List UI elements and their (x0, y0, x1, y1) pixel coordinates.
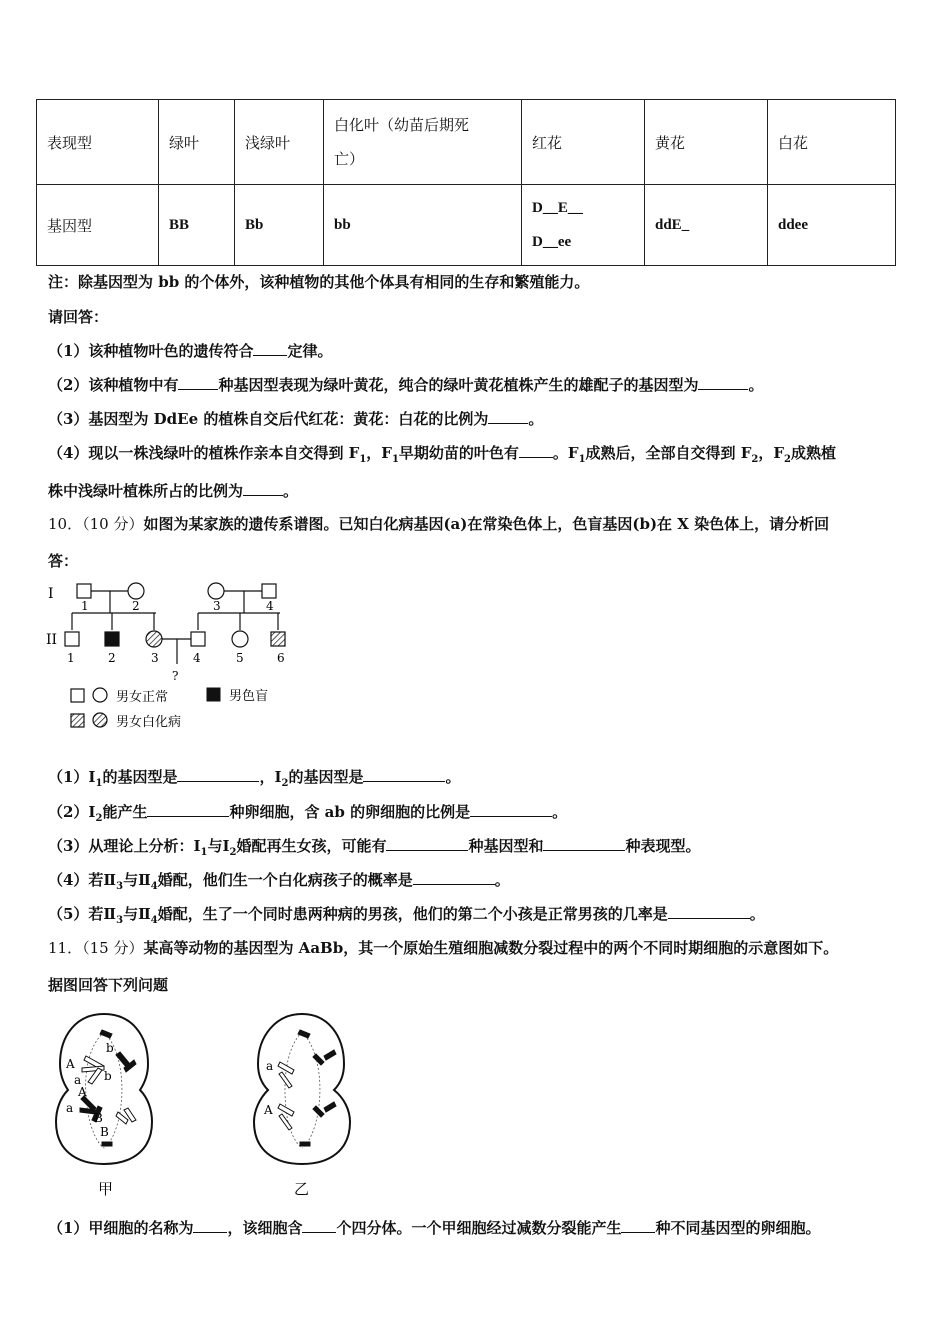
text: 如图为某家族的遗传系谱图。已知白化病基因(a)在常染色体上，色盲基因(b)在 X 染色体上，请分析回 (143, 515, 830, 533)
answer-blank[interactable] (302, 1218, 336, 1233)
table-cell: 表现型 (37, 100, 159, 185)
subscript: 2 (95, 813, 103, 824)
text: 成熟后，全部自交得到 F (585, 444, 752, 462)
text: 婚配，生了一个同时患两种病的男孩，他们的第二个小孩是正常男孩的几率是 (157, 905, 668, 923)
answer-blank[interactable] (668, 904, 750, 919)
text: 定律。 (287, 342, 333, 360)
subscript: 4 (150, 915, 158, 926)
text: 某高等动物的基因型为 AaBb，其一个原始生殖细胞减数分裂过程中的两个不同时期细胞的示意图如下。 (143, 939, 839, 957)
text: （4）若Ⅱ (48, 871, 117, 889)
gene-label: B (94, 1111, 103, 1125)
answer-blank[interactable] (193, 1218, 227, 1233)
cell-yi-diagram (240, 1010, 360, 1200)
answer-blank[interactable] (470, 802, 552, 817)
q10-item-1 (48, 766, 460, 789)
gene-label: A (78, 1085, 87, 1099)
cell-label: 甲 (98, 1180, 114, 1198)
question-number: 11． (48, 939, 83, 957)
gene-label: B (100, 1125, 109, 1139)
answer-blank[interactable] (253, 341, 287, 356)
table-cell (324, 100, 522, 185)
text: 成熟植 (791, 444, 837, 462)
text: （5）若Ⅱ (48, 905, 117, 923)
individual-label: 1 (81, 599, 89, 613)
gene-label: A (66, 1057, 75, 1071)
text: ，该细胞含 (227, 1219, 303, 1237)
text: 与Ⅱ (123, 871, 151, 889)
text: ，F (758, 444, 785, 462)
legend-label: 男色盲 (229, 689, 269, 704)
q10-item-5 (48, 903, 765, 926)
q10-stem (48, 513, 829, 534)
text: 。F (552, 444, 579, 462)
text: 种基因型表现为绿叶黄花，纯合的绿叶黄花植株产生的雄配子的基因型为 (218, 376, 699, 394)
text: 与Ⅰ (207, 837, 230, 855)
male-normal-symbol (191, 632, 205, 646)
individual-label: 4 (266, 599, 274, 613)
text: 早期幼苗的叶色有 (398, 444, 519, 462)
text: （2）Ⅰ (48, 803, 96, 821)
q11-stem-cont: 据图回答下列问题 (48, 976, 169, 994)
text: 与Ⅱ (123, 905, 151, 923)
table-cell: ddE_ (645, 185, 768, 266)
text: 个四分体。一个甲细胞经过减数分裂能产生 (336, 1219, 622, 1237)
answer-blank[interactable] (363, 767, 445, 782)
q9-item-4: （4）现以一株浅绿叶的植株作亲本自交得到 $F_1$，$F_1$早期幼苗的叶色有 。$F_1$成熟后，全部自交得到 $F_2$，$F_2$成熟植 (48, 444, 837, 465)
individual-label: 4 (193, 651, 201, 665)
subscript: 2 (229, 847, 237, 858)
male-normal-symbol (65, 632, 79, 646)
table-cell: 基因型 (37, 185, 159, 266)
subscript: 1 (200, 847, 208, 858)
q10-item-2 (48, 801, 567, 824)
answer-blank[interactable] (519, 443, 553, 458)
table-cell: 红花 (522, 100, 645, 185)
answer-blank[interactable] (621, 1218, 655, 1233)
legend-female-normal-icon (93, 688, 107, 702)
header-text: 亡） (334, 150, 365, 168)
table-cell: BB (159, 185, 235, 266)
answer-prompt: 请回答： (48, 308, 109, 326)
text: ，Ⅰ (259, 768, 282, 786)
text: 的基因型是 (288, 768, 364, 786)
answer-blank[interactable] (698, 375, 748, 390)
q9-item-4-cont (48, 480, 298, 501)
female-normal-symbol (232, 631, 248, 647)
table-cell: 浅绿叶 (235, 100, 324, 185)
legend-male-colorblind-icon (207, 688, 220, 701)
q10-item-3 (48, 835, 700, 858)
answer-blank[interactable] (386, 836, 468, 851)
text: 种表现型。 (625, 837, 701, 855)
table-cell: 白花 (768, 100, 896, 185)
individual-label: 2 (132, 599, 140, 613)
legend-female-albino-icon (93, 713, 107, 727)
generation-label: II (46, 632, 58, 648)
answer-blank[interactable] (413, 870, 495, 885)
q9-item-1 (48, 340, 332, 361)
text: 。 (445, 768, 461, 786)
q10-item-4 (48, 869, 510, 892)
question-score: （10 分） (82, 515, 144, 533)
q9-item-3 (48, 408, 543, 429)
question-score: （15 分） (82, 939, 144, 957)
female-normal-symbol (208, 583, 224, 599)
text: 。 (748, 376, 764, 394)
individual-label: 3 (151, 651, 159, 665)
male-colorblind-symbol (105, 632, 119, 646)
text: 种基因型和 (468, 837, 544, 855)
text: 种卵细胞，含 ab 的卵细胞的比例是 (229, 803, 471, 821)
q9-item-2 (48, 374, 763, 395)
gene-label: a (74, 1073, 82, 1087)
cell-label: 乙 (294, 1180, 310, 1198)
male-albino-symbol (271, 632, 285, 646)
phenotype-genotype-table (36, 99, 896, 266)
text: 婚配，他们生一个白化病孩子的概率是 (157, 871, 413, 889)
text: （1）甲细胞的名称为 (48, 1219, 194, 1237)
answer-blank[interactable] (543, 836, 625, 851)
individual-label: 2 (108, 651, 116, 665)
table-cell: Bb (235, 185, 324, 266)
genotype-text: D__E__ (532, 200, 583, 216)
subscript: 2 (281, 778, 289, 789)
subscript: 4 (150, 881, 158, 892)
individual-label: 3 (213, 599, 221, 613)
child-unknown-label: ? (172, 669, 179, 683)
table-cell (522, 185, 645, 266)
text: 能产生 (102, 803, 148, 821)
question-number: 10． (48, 515, 83, 533)
gene-label: a (266, 1059, 274, 1073)
answer-blank[interactable] (178, 375, 218, 390)
legend-label: 男女正常 (116, 690, 169, 705)
table-cell: 黄花 (645, 100, 768, 185)
gene-label: b (104, 1069, 112, 1083)
answer-blank[interactable] (177, 767, 259, 782)
pedigree-chart (40, 578, 320, 738)
text: 。 (283, 482, 299, 500)
female-normal-symbol (128, 583, 144, 599)
text: 种不同基因型的卵细胞。 (655, 1219, 821, 1237)
gene-label: a (66, 1101, 74, 1115)
text: 。 (552, 803, 568, 821)
male-normal-symbol (262, 584, 276, 598)
gene-label: b (106, 1041, 114, 1055)
individual-label: 5 (236, 651, 244, 665)
male-normal-symbol (77, 584, 91, 598)
table-row (37, 100, 896, 185)
answer-blank[interactable] (243, 481, 283, 496)
answer-blank[interactable] (147, 802, 229, 817)
subscript: 3 (116, 881, 124, 892)
text: （2）该种植物中有 (48, 376, 179, 394)
table-cell: 绿叶 (159, 100, 235, 185)
text: （4）现以一株浅绿叶的植株作亲本自交得到 F (48, 444, 360, 462)
gene-label: A (264, 1103, 273, 1117)
individual-label: 1 (67, 651, 75, 665)
table-cell: ddee (768, 185, 896, 266)
genotype-text: D__ee (532, 234, 572, 250)
text: 株中浅绿叶植株所占的比例为 (48, 482, 244, 500)
text: （1）该种植物叶色的遗传符合 (48, 342, 254, 360)
text: 。 (494, 871, 510, 889)
table-note: 注：除基因型为 bb 的个体外，该种植物的其他个体具有相同的生存和繁殖能力。 (48, 273, 590, 291)
legend-label: 男女白化病 (116, 715, 182, 730)
text: 。 (528, 410, 544, 428)
table-cell: bb (324, 185, 522, 266)
header-text: 白化叶（幼苗后期死 (334, 116, 470, 134)
generation-label: I (48, 586, 54, 602)
text: 的基因型是 (102, 768, 178, 786)
table-row (37, 185, 896, 266)
subscript: 3 (116, 915, 124, 926)
female-albino-symbol (146, 631, 162, 647)
q10-stem-cont: 答： (48, 552, 79, 570)
q11-stem (48, 937, 838, 958)
answer-blank[interactable] (488, 409, 528, 424)
legend-male-albino-icon (71, 714, 84, 727)
text: 婚配再生女孩，可能有 (236, 837, 387, 855)
text: （3）基因型为 DdEe 的植株自交后代红花：黄花：白花的比例为 (48, 410, 489, 428)
legend-male-normal-icon (71, 689, 84, 702)
text: 。 (749, 905, 765, 923)
q11-item-1 (48, 1217, 821, 1238)
subscript: 1 (95, 778, 103, 789)
text: （1）Ⅰ (48, 768, 96, 786)
text: ，F (366, 444, 392, 462)
individual-label: 6 (277, 651, 285, 665)
cell-jia-diagram (44, 1010, 164, 1200)
text: （3）从理论上分析：Ⅰ (48, 837, 201, 855)
